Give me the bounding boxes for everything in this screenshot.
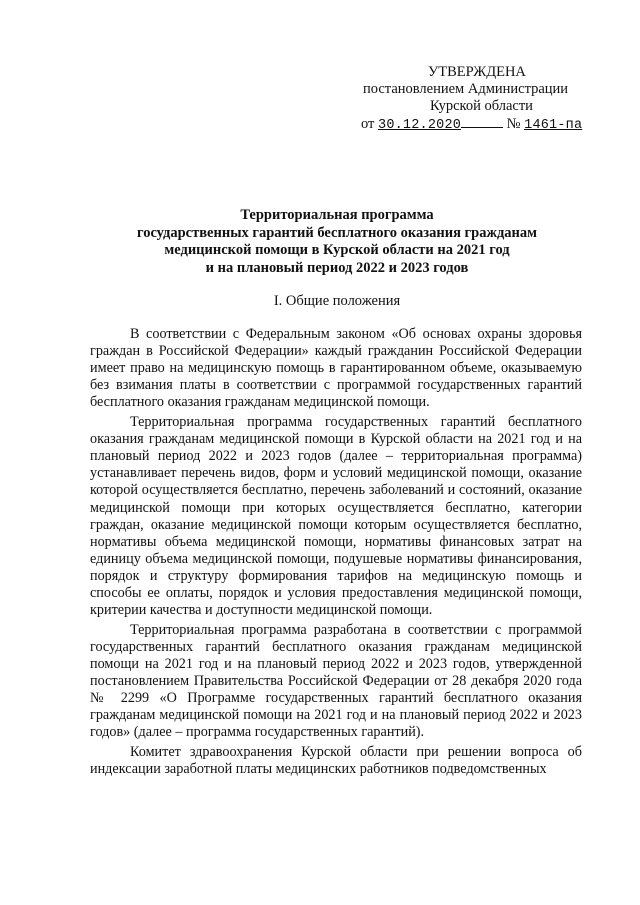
approval-date-number-line bbox=[355, 116, 595, 134]
approval-date: 30.12.2020 bbox=[378, 118, 462, 133]
title-line: и на плановый период 2022 и 2023 годов bbox=[205, 259, 469, 276]
number-prefix: № bbox=[506, 116, 521, 132]
approval-stamp-block bbox=[355, 64, 595, 134]
date-underline bbox=[461, 116, 503, 128]
title-line: медицинской помощи в Курской области на 2021 год bbox=[164, 242, 510, 258]
approval-region: Курской области bbox=[430, 98, 533, 114]
approval-issuer: постановлением Администрации bbox=[363, 81, 569, 97]
date-prefix: от bbox=[361, 116, 375, 132]
document-title bbox=[96, 207, 578, 277]
paragraph: В соответствии с Федеральным законом «Об основах охраны здоровья граждан в Российской Федерации» каждый гражданин Российской Федерации имеет право на медицинскую помощь в гарантированном объеме, оказываемую без взимания платы в соответствии с программой государственных гарантий бесплатного оказания гражданам медицинской помощи. bbox=[90, 326, 582, 411]
title-line: государственных гарантий бесплатного оказания гражданам bbox=[136, 224, 538, 241]
paragraph: Территориальная программа государственных гарантий бесплатного оказания гражданам медицинской помощи в Курской области на 2021 год и на плановый период 2022 и 2023 годов (далее – территориальная программа) устанавливает перечень видов, форм и условий медицинской помощи, оказание которой осуществляется бесплатно, перечень заболеваний и состояний, оказание медицинской помощи при которых осуществляется бесплатно, категории граждан, оказание медицинской помощи которым осуществляется бесплатно, нормативы объема медицинской помощи, нормативы финансовых затрат на единицу объема медицинской помощи, подушевые нормативы финансирования, порядок и структуру формирования тарифов на медицинскую помощь и способы ее оплаты, порядок и условия предоставления медицинской помощи, критерии качества и доступности медицинской помощи. bbox=[90, 414, 582, 619]
paragraph: Комитет здравоохранения Курской области при решении вопроса об индексации заработной платы медицинских работников подведомственных bbox=[90, 744, 582, 778]
paragraph: Территориальная программа разработана в соответствии с программой государственных гарантий бесплатного оказания гражданам медицинской помощи на 2021 год и на плановый период 2022 и 2023 годов, утвержденной постановлением Правительства Российской Федерации от 28 декабря 2020 года № 2299 «О Программе государственных гарантий бесплатного оказания гражданам медицинской помощи на 2021 год и на плановый период 2022 и 2023 годов» (далее – программа государственных гарантий). bbox=[90, 621, 582, 741]
approval-title: УТВЕРЖДЕНА bbox=[428, 64, 526, 80]
section-heading: I. Общие положения bbox=[273, 293, 401, 309]
approval-number: 1461-па bbox=[524, 118, 583, 133]
title-line: Территориальная программа bbox=[240, 207, 434, 223]
document-body bbox=[90, 326, 582, 781]
